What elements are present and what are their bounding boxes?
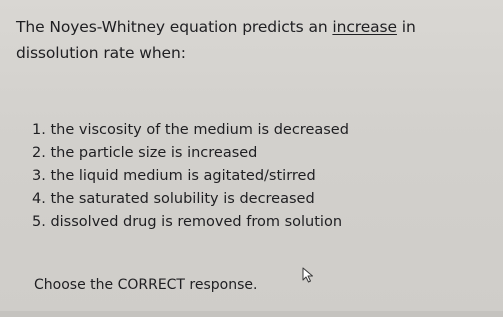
statement-text: the viscosity of the medium is decreased: [50, 122, 349, 138]
statement-item-3: [32, 165, 349, 188]
statement-number: 2.: [32, 145, 46, 161]
pointer-cursor-icon: [302, 267, 314, 283]
statement-item-2: [32, 142, 349, 165]
statement-number: 3.: [32, 168, 46, 184]
statement-item-4: [32, 188, 349, 211]
statement-number: 1.: [32, 122, 46, 138]
statement-text: the liquid medium is agitated/stirred: [50, 168, 316, 184]
question-text: [16, 14, 486, 66]
statement-text: dissolved drug is removed from solution: [50, 214, 343, 230]
question-text-end: in dissolution rate when:: [16, 18, 416, 62]
statement-number: 4.: [32, 191, 46, 207]
statement-text: the particle size is increased: [50, 145, 258, 161]
question-emphasis: increase: [332, 18, 397, 36]
statement-item-5: [32, 211, 349, 234]
response-prompt: Choose the CORRECT response.: [34, 277, 258, 293]
screen-edge: [0, 311, 503, 317]
statement-text: the saturated solubility is decreased: [50, 191, 315, 207]
statement-item-1: [32, 119, 349, 142]
question-text-start: The Noyes-Whitney equation predicts an: [16, 18, 333, 36]
statement-number: 5.: [32, 214, 46, 230]
statement-list: [32, 119, 349, 234]
